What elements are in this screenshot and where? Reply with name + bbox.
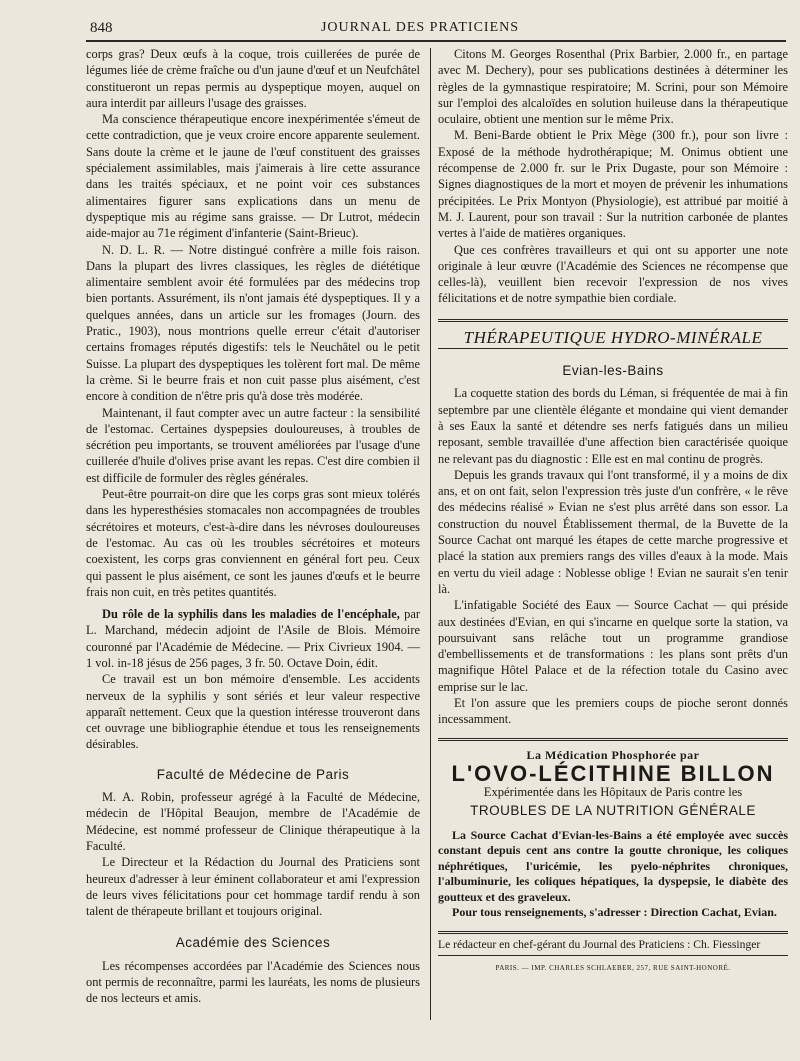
paragraph: M. A. Robin, professeur agrégé à la Faculté de Médecine, médecin de l'Hôpital Beaujon, membre de l'Académie de Médecine, est nommé professeur de Clinique thérapeutique à la Faculté. <box>86 790 420 853</box>
ad-paragraph: La Source Cachat d'Evian-les-Bains a été employée avec succès constant depuis cent ans contre la goutte chronique, les coliques néphrétiques, l'uricémie, les pyelo-néphrites chroniques, l'albuminurie, les coliques hépatiques, la dyspepsie, le diabète des goutteux et des graveleux. <box>438 827 788 904</box>
section-heading-faculte: Faculté de Médecine de Paris <box>156 766 350 782</box>
ad-line: La Médication Phosphorée par <box>526 747 700 762</box>
paragraph: Depuis les grands travaux qui l'ont transformé, il y a moins de dix ans, et on ont fait, selon l'expression très juste d'un confrère, « le rêve des médecins réalisé » Evian ne s'est plus arrêté dans son essor. La construction du nouvel Établissement thermal, de la Buvette de la Source Cachat ont marqué les étapes de cette marche progressive et placé la station aux premiers rangs des villes d'eaux à la mode. Mais en vertu du vieil adage : Noblesse oblige ! Evian ne saurait s'en tenir là. <box>438 467 788 596</box>
paragraph: Maintenant, il faut compter avec un autre facteur : la sensibilité de l'estomac. Certaines dyspepsies douloureuses, à troubles de sécrétion peu importants, se trouvent améliorées par l'usage d'une cuillerée d'huile d'olives prise avant les repas. C'est dire combien il est difficile de formuler des règles générales. <box>86 405 420 485</box>
paragraph: corps gras? Deux œufs à la coque, trois cuillerées de purée de légumes liée de crème fraîche ou d'un jaune d'œuf et un Neufchâtel constitueront un repas permis au dyspeptique moyen, auquel on aura interdit par ailleurs l'usage des graisses. <box>86 47 420 110</box>
column-divider <box>430 48 431 1020</box>
printer-line: PARIS. — IMP. CHARLES SCHLAEBER, 257, RUE SAINT-HONORÉ. <box>438 955 788 976</box>
left-column <box>86 46 420 1007</box>
paragraph: Et l'on assure que les premiers coups de pioche seront donnés incessamment. <box>438 695 788 727</box>
section-rule <box>438 348 788 349</box>
right-column <box>438 46 788 976</box>
section-heading-academie: Académie des Sciences <box>175 935 331 951</box>
paragraph: M. Beni-Barde obtient le Prix Mège (300 fr.), pour son livre : Exposé de la méthode hydrothérapique; M. Onimus obtient une récompense de 2.000 fr. sur le Prix Dugaste, pour son Mémoire : Signes diagnostiques de la mort et moyen de prévenir les inhumations précipitées. Le Prix Montyon (Physiologie), est attribué par moitié à M. J. Laurent, pour son travail : Sur la nutrition carbonée de plantes vertes à l'aide de matières organiques. <box>438 128 788 241</box>
book-title: Du rôle de la syphilis dans les maladies de l'encéphale, <box>102 607 400 622</box>
ad-paragraph: Pour tous renseignements, s'adresser : Direction Cachat, Evian. <box>452 905 777 920</box>
paragraph: Le Directeur et la Rédaction du Journal des Praticiens sont heureux d'adresser à leur éminent collaborateur et ami l'expression de leurs vives félicitations pour cet hommage tardif rendu à son talent de thérapeute brillant et toujours original. <box>86 855 420 919</box>
page-header <box>0 0 800 40</box>
paragraph: Les récompenses accordées par l'Académie des Sciences nous ont permis de reconnaître, parmi les lauréats, les noms de plusieurs de nos lecteurs et amis. <box>86 958 420 1006</box>
paragraph: Ma conscience thérapeutique encore inexpérimentée s'émeut de cette contradiction, que je veux croire encore apparente seulement. Sans doute la crème et le jaune de l'œuf constituent des graisses spécialement assimilables, mais j'aimerais à lire cette assurance dans les traités spéciaux, et ne point voir ces substances alimentaires figurer sans explications dans un menu de dyspeptique mis au régime sans graisse. — Dr Lutrot, médecin aide-major au 71e régiment d'infanterie (Saint-Brieuc). <box>86 112 420 241</box>
book-details: par L. Marchand, médecin adjoint de l'Asile de Blois. Mémoire couronné par l'Académie de Médecine. — Prix Civrieux 1904. — 1 vol. in-18 jésus de 256 pages, 3 fr. 50. Octave Doin, édit. <box>86 607 420 670</box>
header-rule <box>86 40 786 42</box>
paragraph: Citons M. Georges Rosenthal (Prix Barbier, 2.000 fr., en partage avec M. Dechery), pour ses publications destinées à déterminer les règles de la gymnastique respiratoire; M. Scrini, pour son Mémoire sur l'emploi des alcaloïdes en solution huileuse dans la thérapeutique oculaire, obtient une mention sur le même Prix. <box>438 47 788 127</box>
book-review <box>86 606 420 671</box>
advertisement <box>438 738 788 921</box>
editor-line: Le rédacteur en chef-gérant du Journal des Praticiens : Ch. Fiessinger <box>438 931 788 953</box>
section-rule <box>438 319 788 322</box>
paragraph: N. D. L. R. — Notre distingué confrère a mille fois raison. Dans la plupart des livres classiques, les règles de diététique alimentaire semblent avoir été formulées par des médecins trop bien portants. Assurément, ils n'ont jamais été dyspeptiques. Il y a quelques années, dans un article sur les fromages (Journ. des Pratic., 1903), nous montrions quelle erreur c'était d'autoriser certains fromages réputés digestifs: tels le Neuchâtel ou le petit Suisse. La plupart des dyspeptiques les tolèrent fort mal. De même la crème. Si le beurre frais et non cuit passe plus aisément, c'est encore à condition de n'être pris qu'à dose très modérée. <box>86 242 420 404</box>
section-heading-evian: Evian-les-Bains <box>562 363 664 379</box>
page-number: 848 <box>90 20 113 36</box>
journal-title: JOURNAL DES PRATICIENS <box>320 20 520 35</box>
ad-product-name: L'OVO-LÉCITHINE BILLON <box>451 760 775 786</box>
paragraph: Que ces confrères travailleurs et qui ont su apporter une note originale à leur œuvre (l'Académie des Sciences ne récompense que celles-là), veuillent bien recevoir l'expression de nos vives félicitations et de notre sympathie bien cordiale. <box>438 242 788 306</box>
paragraph: Peut-être pourrait-on dire que les corps gras sont mieux tolérés dans les hyperesthésies stomacales non accompagnées de troubles sécrétoires et moteurs, c'est-à-dire dans les névroses douloureuses de l'estomac. Au cas où les troubles sécrétoires et moteurs coexistent, les corps gras conviennent en général fort peu. Ceux qui passent le plus aisément, ce sont les jaunes d'œufs et le beurre frais non cuit, en très petites quantités. <box>86 487 420 599</box>
ad-line: Expérimentée dans les Hôpitaux de Paris contre les <box>483 785 743 800</box>
section-heading-hydro: THÉRAPEUTIQUE HYDRO-MINÉRALE <box>463 327 763 347</box>
ad-line: TROUBLES DE LA NUTRITION GÉNÉRALE <box>470 803 756 819</box>
paragraph: Ce travail est un bon mémoire d'ensemble. Les accidents nerveux de la syphilis y sont sériés et leur valeur respective apparaît nettement. Ceux que la question intéresse trouveront dans cet ouvrage une bibliographie étendue et tous les renseignements désirables. <box>86 672 420 752</box>
ad-body <box>438 828 788 921</box>
paragraph: La coquette station des bords du Léman, si fréquentée de mai à fin septembre par une clientèle élégante et mondaine qui vient demander à ses Eaux la santé et détendre ses nerfs fatigués dans un milieu reposant, semble travaillée d'une affection bien caractérisée quoique ne relevant pas du diagnostic : Elle est en mal continu de progrès. <box>438 386 788 466</box>
paragraph: L'infatigable Société des Eaux — Source Cachat — qui préside aux destinées d'Evian, en qui s'incarne en quelque sorte la station, va poursuivant sans relâche tout un programme grandiose d'embellissements et de transformations : les plans sont prêts d'un magnifique Hôtel Palace et de la réfection totale du Casino avec emprise sur le lac. <box>438 598 788 694</box>
